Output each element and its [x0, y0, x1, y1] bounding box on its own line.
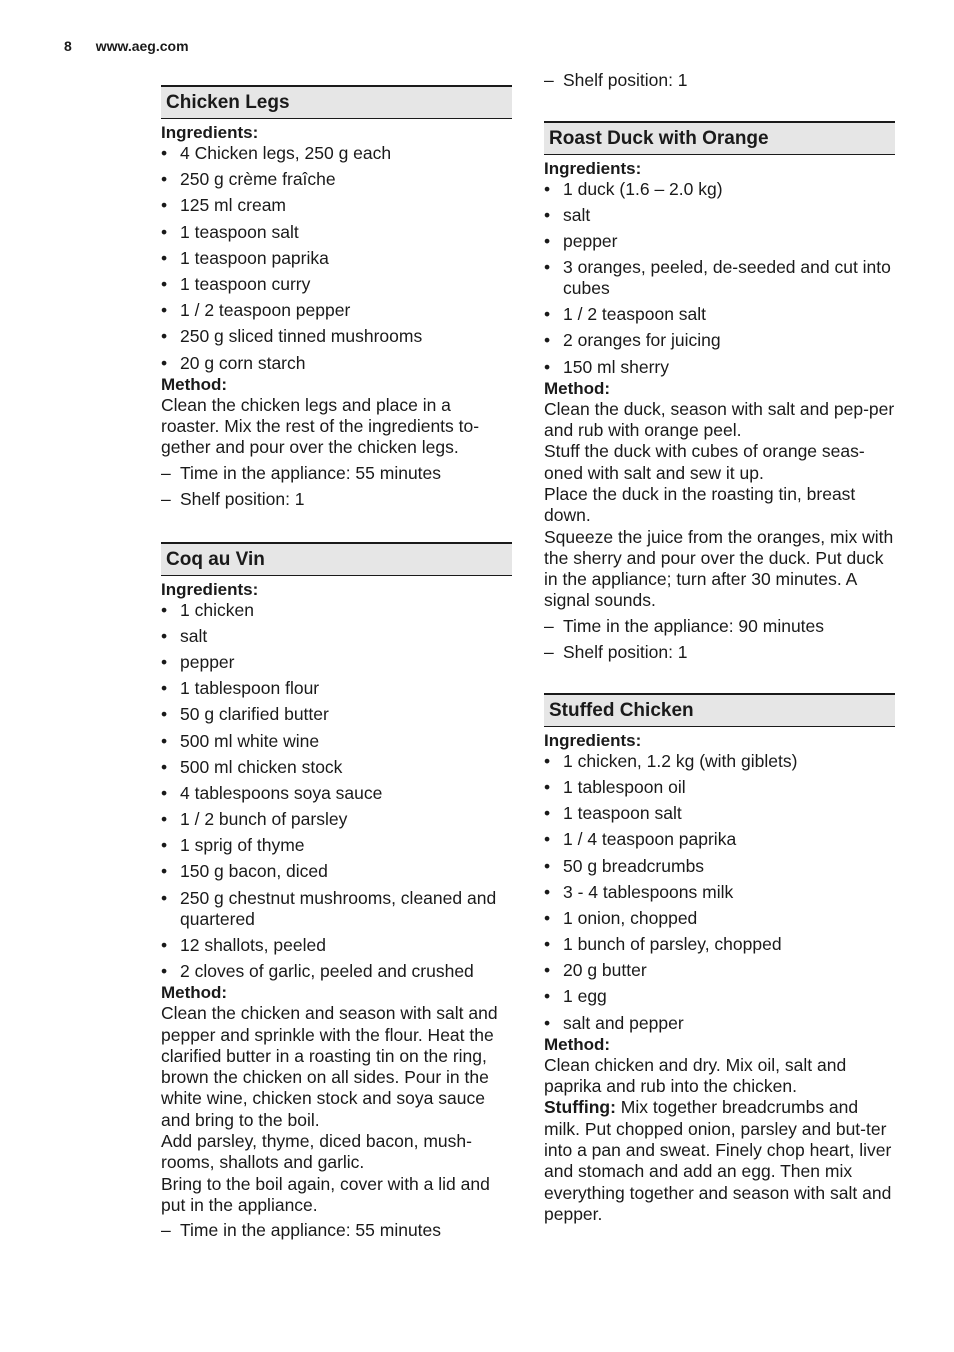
- ingredient-item: • 2 cloves of garlic, peeled and crushed: [161, 961, 512, 982]
- ingredients-heading: Ingredients:: [161, 579, 259, 599]
- note-item: – Shelf position: 1: [544, 642, 895, 663]
- left-column: [161, 70, 512, 1247]
- ingredient-item: • 1 / 2 teaspoon salt: [544, 304, 895, 325]
- ingredient-item: • pepper: [161, 652, 512, 673]
- recipe-chicken-legs: [161, 70, 512, 510]
- recipe-title: Stuffed Chicken: [544, 693, 895, 727]
- ingredient-item: • 20 g butter: [544, 960, 895, 981]
- method-paragraph: Stuff the duck with cubes of orange seas-oned with salt and sew it up.: [544, 441, 865, 483]
- note-item: – Time in the appliance: 90 minutes: [544, 616, 895, 637]
- ingredient-item: • 1 / 4 teaspoon paprika: [544, 829, 895, 850]
- recipe-title: Roast Duck with Orange: [544, 121, 895, 155]
- method-heading: Method:: [161, 983, 228, 1003]
- ingredients-list: [544, 179, 895, 378]
- ingredient-item: • 1 / 2 teaspoon pepper: [161, 300, 512, 321]
- ingredient-item: • salt: [544, 205, 895, 226]
- ingredient-item: • 50 g breadcrumbs: [544, 856, 895, 877]
- ingredient-item: • 1 sprig of thyme: [161, 835, 512, 856]
- ingredient-item: • 1 teaspoon salt: [544, 803, 895, 824]
- ingredient-item: • 250 g crème fraîche: [161, 169, 512, 190]
- recipe-title: Coq au Vin: [161, 542, 512, 576]
- ingredient-item: • 1 chicken, 1.2 kg (with giblets): [544, 751, 895, 772]
- ingredient-item: • 1 chicken: [161, 600, 512, 621]
- ingredient-item: • pepper: [544, 231, 895, 252]
- ingredient-item: • 500 ml chicken stock: [161, 757, 512, 778]
- ingredients-heading: Ingredients:: [161, 123, 259, 142]
- page-header: [64, 38, 189, 54]
- ingredient-item: • 1 teaspoon curry: [161, 274, 512, 295]
- ingredient-item: • 1 duck (1.6 – 2.0 kg): [544, 179, 895, 200]
- notes-list: [161, 463, 512, 511]
- ingredient-item: • 12 shallots, peeled: [161, 935, 512, 956]
- ingredient-item: • 500 ml white wine: [161, 731, 512, 752]
- method-paragraph: Clean the chicken legs and place in a roaster. Mix the rest of the ingredients to-gether and pour over the chicken legs.: [161, 394, 480, 458]
- note-item: – Shelf position: 1: [161, 489, 512, 510]
- ingredient-item: • 250 g chestnut mushrooms, cleaned and quartered: [161, 888, 512, 930]
- ingredient-item: • 1 teaspoon paprika: [161, 248, 512, 269]
- method-text: [161, 395, 512, 459]
- method-paragraph: Add parsley, thyme, diced bacon, mush-rooms, shallots and garlic.: [161, 1130, 472, 1173]
- method-paragraph: Clean chicken and dry. Mix oil, salt and paprika and rub into the chicken.: [544, 1054, 847, 1097]
- method-paragraph: Clean the duck, season with salt and pep-per and rub with orange peel.: [544, 398, 895, 441]
- recipe-roast-duck: [544, 121, 895, 664]
- ingredient-item: • 1 egg: [544, 986, 895, 1007]
- note-item: – Time in the appliance: 55 minutes: [161, 1220, 512, 1241]
- recipe-title: Chicken Legs: [161, 85, 512, 119]
- ingredient-item: • 125 ml cream: [161, 195, 512, 216]
- notes-list: [161, 1220, 512, 1241]
- recipe-coq-au-vin: [161, 542, 512, 1242]
- ingredients-heading: Ingredients:: [544, 730, 642, 750]
- method-heading: Method:: [544, 1034, 611, 1054]
- method-paragraph: Bring to the boil again, cover with a lid and put in the appliance.: [161, 1173, 490, 1215]
- method-text: [161, 1003, 512, 1216]
- notes-list: [544, 616, 895, 664]
- stuffing-paragraph: [544, 1097, 895, 1225]
- method-paragraph: Clean the chicken and season with salt and pepper and sprinkle with the flour. Heat the clarified butter in a roasting tin on the ring, brown the chicken on all sides. Pour in the white wine, chicken stock and soya sauce and bring to the boil.: [161, 1003, 498, 1130]
- ingredient-item: • 50 g clarified butter: [161, 704, 512, 725]
- ingredient-item: • 4 Chicken legs, 250 g each: [161, 143, 512, 164]
- ingredient-item: • 3 - 4 tablespoons milk: [544, 882, 895, 903]
- ingredients-list: [544, 751, 895, 1034]
- ingredient-item: • 1 tablespoon flour: [161, 678, 512, 699]
- right-column: [544, 70, 895, 1225]
- ingredients-heading: Ingredients:: [544, 158, 642, 178]
- method-heading: Method:: [161, 374, 228, 394]
- ingredients-list: [161, 143, 512, 374]
- ingredient-item: • 150 ml sherry: [544, 357, 895, 378]
- ingredient-item: • 4 tablespoons soya sauce: [161, 783, 512, 804]
- ingredient-item: • 1 / 2 bunch of parsley: [161, 809, 512, 830]
- method-heading: Method:: [544, 378, 611, 398]
- method-text: [544, 399, 895, 612]
- ingredient-item: • 150 g bacon, diced: [161, 861, 512, 882]
- page-number: 8: [64, 38, 72, 54]
- ingredient-item: • 3 oranges, peeled, de-seeded and cut into cubes: [544, 257, 895, 299]
- note-item: – Time in the appliance: 55 minutes: [161, 463, 512, 484]
- continued-notes: [544, 70, 895, 91]
- ingredient-item: • 250 g sliced tinned mushrooms: [161, 326, 512, 347]
- ingredient-item: • 1 onion, chopped: [544, 908, 895, 929]
- ingredient-item: • 1 tablespoon oil: [544, 777, 895, 798]
- ingredient-item: • 1 teaspoon salt: [161, 222, 512, 243]
- ingredient-item: • salt: [161, 626, 512, 647]
- stuffing-label: Stuffing:: [544, 1097, 616, 1118]
- note-item: – Shelf position: 1: [544, 70, 895, 91]
- method-paragraph: Place the duck in the roasting tin, breast down.: [544, 484, 856, 526]
- stuffing-text: Mix together breadcrumbs and milk. Put chopped onion, parsley and but-ter into a pan and sweat. Finely chop heart, liver and stomach and add an egg. Then mix everything together and season with salt and pepper.: [544, 1097, 892, 1224]
- recipe-stuffed-chicken: [544, 693, 895, 1225]
- method-paragraph: Squeeze the juice from the oranges, mix with the sherry and pour over the duck. Put duck in the appliance; turn after 30 minutes. A signal sounds.: [544, 526, 894, 611]
- ingredient-item: • 1 bunch of parsley, chopped: [544, 934, 895, 955]
- ingredients-list: [161, 600, 512, 982]
- ingredient-item: • 2 oranges for juicing: [544, 330, 895, 351]
- ingredient-item: • 20 g corn starch: [161, 353, 512, 374]
- ingredient-item: • salt and pepper: [544, 1013, 895, 1034]
- method-text: [544, 1055, 895, 1098]
- site-url[interactable]: www.aeg.com: [95, 38, 189, 54]
